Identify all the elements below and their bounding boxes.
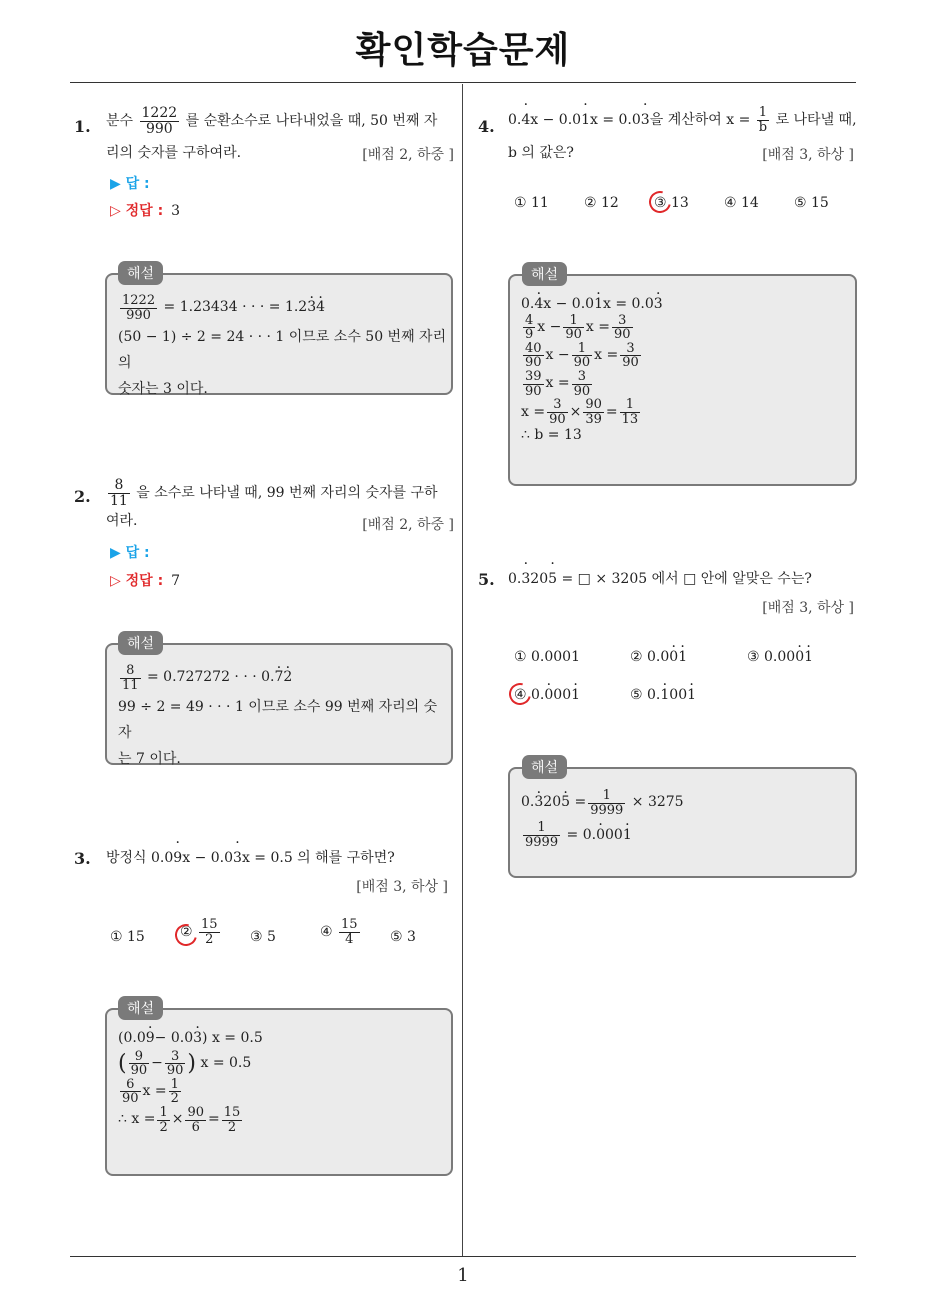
option-3[interactable]: ③ 13	[654, 195, 689, 211]
fraction: $\frac{8}{11}$	[110, 477, 128, 509]
option-5[interactable]: ⑤ 3	[390, 929, 416, 945]
top-rule	[70, 82, 856, 83]
answer-line: ▶ 답 :	[110, 176, 150, 192]
option-5[interactable]: ⑤ 0.1 ·001 ·	[630, 687, 696, 703]
page-title: 확인학습문제	[355, 30, 571, 71]
score-meta: [배점 2, 하중 ]	[362, 517, 454, 533]
question-number: 1.	[74, 117, 91, 136]
correct-answer-line: ▷ 정답 : 7	[110, 573, 181, 589]
score-meta: [배점 3, 하상 ]	[356, 879, 448, 895]
selected-mark	[645, 187, 675, 217]
bottom-rule	[70, 1256, 856, 1257]
option-1[interactable]: ① 0.0001	[514, 649, 580, 665]
question-text-part: 분수	[106, 113, 134, 130]
option-3[interactable]: ③ 5	[250, 929, 276, 945]
option-4[interactable]: ④ 0.0 ·001 ·	[514, 687, 580, 703]
option-4[interactable]: ④ $\frac{15}{4}$	[320, 917, 358, 947]
option-2[interactable]: ② 12	[584, 195, 619, 211]
option-1[interactable]: ① 11	[514, 195, 549, 211]
question-text-line2: 리의 숫자를 구하여라.	[106, 145, 242, 161]
answer-line: ▶ 답 :	[110, 545, 150, 561]
page-number: 1	[457, 1265, 469, 1286]
question-number: 5.	[478, 570, 495, 589]
option-2[interactable]: ② $\frac{15}{2}$	[180, 917, 218, 947]
option-1[interactable]: ① 15	[110, 929, 145, 945]
explanation-tag: 해설	[522, 262, 567, 286]
score-meta: [배점 2, 하중 ]	[362, 147, 454, 163]
correct-answer-value: 7	[171, 573, 181, 589]
explanation-content: $\frac{1222}{990}$ = 1.23434 · · · = 1.2 3 · 4 · (50 − 1) ÷ 2 = 24 · · · 1 이므로 소수 50 번째 자리의 숫자는 3 이다.	[118, 294, 448, 402]
option-3[interactable]: ③ 0.000 ·1 ·	[747, 649, 813, 665]
option-5[interactable]: ⑤ 15	[794, 195, 829, 211]
question-text-line2: 여라.	[106, 513, 138, 529]
correct-answer-value: 3	[171, 203, 181, 219]
explanation-content: 0. 3 · 20 5 · = $\frac{1}{9999}$ × 3275 $\frac{1}{9999}$ = 0. 0 · 00 1 ·	[521, 789, 851, 850]
option-2[interactable]: ② 0.00 ·1 ·	[630, 649, 687, 665]
question-text	[106, 106, 456, 136]
question-text-part: 를 순환소수로 나타내었을 때, 50 번째 자	[185, 113, 438, 130]
selected-mark	[505, 679, 535, 709]
explanation-content: $\frac{8}{11}$ = 0.727272 · · · 0. 7 · 2 · 99 ÷ 2 = 49 · · · 1 이므로 소수 99 번째 자리의 숫자 는 7 이다.	[118, 664, 448, 772]
fraction: $\frac{1222}{990}$	[141, 105, 178, 137]
correct-answer-line: ▷ 정답 : 3	[110, 203, 181, 219]
explanation-tag: 해설	[118, 631, 163, 655]
explanation-tag: 해설	[118, 261, 163, 285]
question-number: 2.	[74, 487, 91, 506]
question-text-part: 을 소수로 나타낼 때, 99 번째 자리의 숫자를 구하	[136, 485, 438, 502]
question-text: 0.4 ·x − 0.01 ·x = 0.03 ·을 계산하여 x = $\frac{1}{b}$ 로 나타낼 때,	[508, 106, 868, 134]
question-number: 4.	[478, 117, 495, 136]
explanation-tag: 해설	[522, 755, 567, 779]
column-divider	[462, 84, 463, 1256]
score-meta: [배점 3, 하상 ]	[762, 147, 854, 163]
question-text	[106, 478, 456, 508]
explanation-tag: 해설	[118, 996, 163, 1020]
score-meta: [배점 3, 하상 ]	[762, 600, 854, 616]
question-text-line2: b 의 값은?	[508, 145, 574, 161]
explanation-content: (0.0 9 · − 0.0 3 · ) x = 0.5 ( $\frac{9}{90}$ − $\frac{3}{90}$ ) x = 0.5 $\frac{6}{90}$ x = $\frac{1}{2}$ ∴ x = $\frac{1}{2}$ × $\frac{90}{6}$ = $\frac{15}{2}$	[118, 1030, 448, 1134]
question-text: 방정식 0.09 ·x − 0.03 ·x = 0.5 의 해를 구하면?	[106, 845, 395, 871]
option-4[interactable]: ④ 14	[724, 195, 759, 211]
question-text: 0.3 ·205 · = □ × 3205 에서 □ 안에 알맞은 수는?	[508, 566, 812, 592]
question-number: 3.	[74, 849, 91, 868]
explanation-content: 0. 4 · x − 0.0 1 · x = 0.0 3 · $\frac{4}{9}$ x − $\frac{1}{90}$ x = $\frac{3}{90}$ $\frac{40}{90}$ x − $\frac{1}{90}$ x = $\frac{3}{90}$ $\frac{39}{90}$ x = $\frac{3}{90}$ x = $\frac{3}{90}$ × $\frac{90}{39}$ = $\frac{1}{13}$ ∴ b = 13	[521, 296, 851, 444]
